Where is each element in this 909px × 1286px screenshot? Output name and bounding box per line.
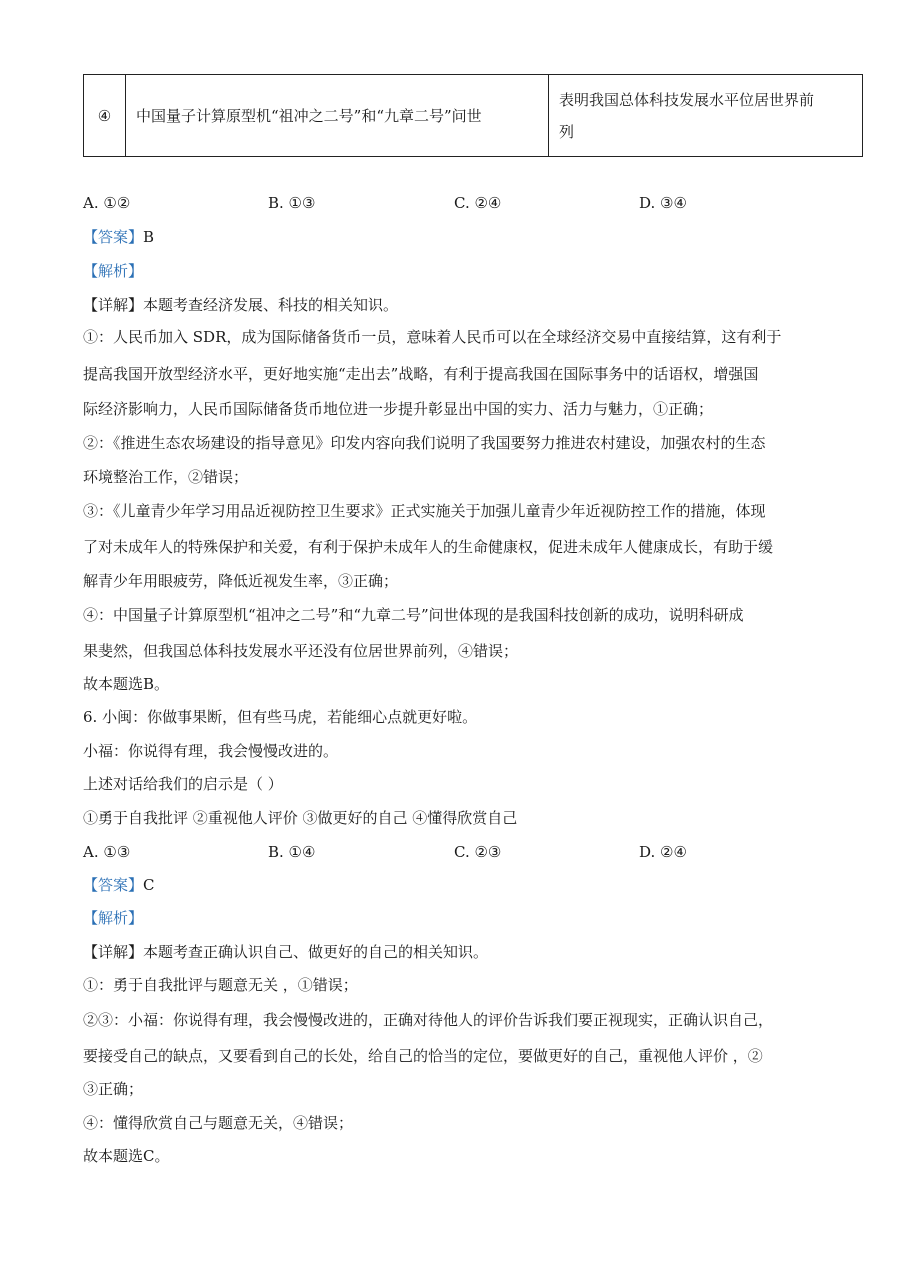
row-number: ④ bbox=[84, 75, 126, 157]
q6-answer bbox=[83, 875, 155, 895]
q5-line: 果斐然，但我国总体科技发展水平还没有位居世界前列，④错误； bbox=[83, 642, 519, 660]
q6-line: 故本题选C。 bbox=[83, 1147, 170, 1165]
q5-option-a: A. ①② bbox=[83, 194, 131, 212]
row-analysis bbox=[549, 75, 863, 157]
q6-line: ①：勇于自我批评与题意无关 ，①错误； bbox=[83, 976, 358, 994]
q6-analysis-tag: 【解析】 bbox=[83, 909, 144, 927]
q6-option-c: C. ②③ bbox=[454, 843, 502, 861]
q5-analysis-tag: 【解析】 bbox=[83, 262, 144, 280]
q5-option-c: C. ②④ bbox=[454, 194, 502, 212]
q6-stem: 小福：你说得有理，我会慢慢改进的。 bbox=[83, 742, 339, 760]
answer-value: C bbox=[143, 876, 155, 894]
q5-line: 了对未成年人的特殊保护和关爱，有利于保护未成年人的生命健康权，促进未成年人健康成长，有助于缓 bbox=[83, 538, 774, 556]
q6-detail: 【详解】本题考查正确认识自己、做更好的自己的相关知识。 bbox=[83, 943, 489, 961]
row-content: 中国量子计算原型机“祖冲之二号”和“九章二号”问世 bbox=[126, 75, 549, 157]
table-row bbox=[84, 75, 863, 157]
q6-choices: ①勇于自我批评 ②重视他人评价 ③做更好的自己 ④懂得欣赏自己 bbox=[83, 809, 518, 827]
q5-line: ④：中国量子计算原型机“祖冲之二号”和“九章二号”问世体现的是我国科技创新的成功，说明科研成 bbox=[83, 606, 744, 624]
q5-line: ②：《推进生态农场建设的指导意见》印发内容向我们说明了我国要努力推进农村建设，加强农村的生态 bbox=[83, 434, 766, 452]
q6-line: ③正确； bbox=[83, 1080, 144, 1098]
q6-option-a: A. ①③ bbox=[83, 843, 131, 861]
q5-line: 际经济影响力，人民币国际储备货币地位进一步提升彰显出中国的实力、活力与魅力，①正确； bbox=[83, 400, 714, 418]
q6-option-d: D. ②④ bbox=[639, 843, 687, 861]
answer-tag: 【答案】 bbox=[83, 876, 144, 894]
q6-option-b: B. ①④ bbox=[268, 843, 316, 861]
q6-line: 要接受自己的缺点，又要看到自己的长处，给自己的恰当的定位，要做更好的自己，重视他人评价 ，② bbox=[83, 1047, 763, 1065]
answer-value: B bbox=[143, 228, 155, 246]
q6-stem: 6. 小闽：你做事果断，但有些马虎，若能细心点就更好啦。 bbox=[83, 708, 478, 726]
q6-line: ②③：小福：你说得有理，我会慢慢改进的，正确对待他人的评价告诉我们要正视现实，正确认识自己， bbox=[83, 1011, 774, 1029]
q5-line: ①：人民币加入 SDR，成为国际储备货币一员，意味着人民币可以在全球经济交易中直接结算，这有利于 bbox=[83, 328, 782, 346]
q5-option-d: D. ③④ bbox=[639, 194, 687, 212]
q5-line: ③：《儿童青少年学习用品近视防控卫生要求》正式实施关于加强儿童青少年近视防控工作的措施，体现 bbox=[83, 502, 766, 520]
row-analysis-line: 列 bbox=[559, 122, 575, 141]
q5-line: 解青少年用眼疲劳，降低近视发生率，③正确； bbox=[83, 572, 399, 590]
q5-line: 故本题选B。 bbox=[83, 675, 170, 693]
q6-stem: 上述对话给我们的启示是（ ） bbox=[83, 775, 283, 793]
q5-answer bbox=[83, 227, 154, 247]
statement-table bbox=[83, 74, 863, 157]
row-analysis-line: 表明我国总体科技发展水平位居世界前 bbox=[559, 90, 815, 109]
q5-line: 提高我国开放型经济水平，更好地实施“走出去”战略，有利于提高我国在国际事务中的话语权，增强国 bbox=[83, 365, 759, 383]
q6-line: ④：懂得欣赏自己与题意无关，④错误； bbox=[83, 1114, 354, 1132]
q5-detail: 【详解】本题考查经济发展、科技的相关知识。 bbox=[83, 296, 399, 314]
answer-tag: 【答案】 bbox=[83, 228, 144, 246]
q5-line: 环境整治工作，②错误； bbox=[83, 468, 249, 486]
q5-option-b: B. ①③ bbox=[268, 194, 316, 212]
